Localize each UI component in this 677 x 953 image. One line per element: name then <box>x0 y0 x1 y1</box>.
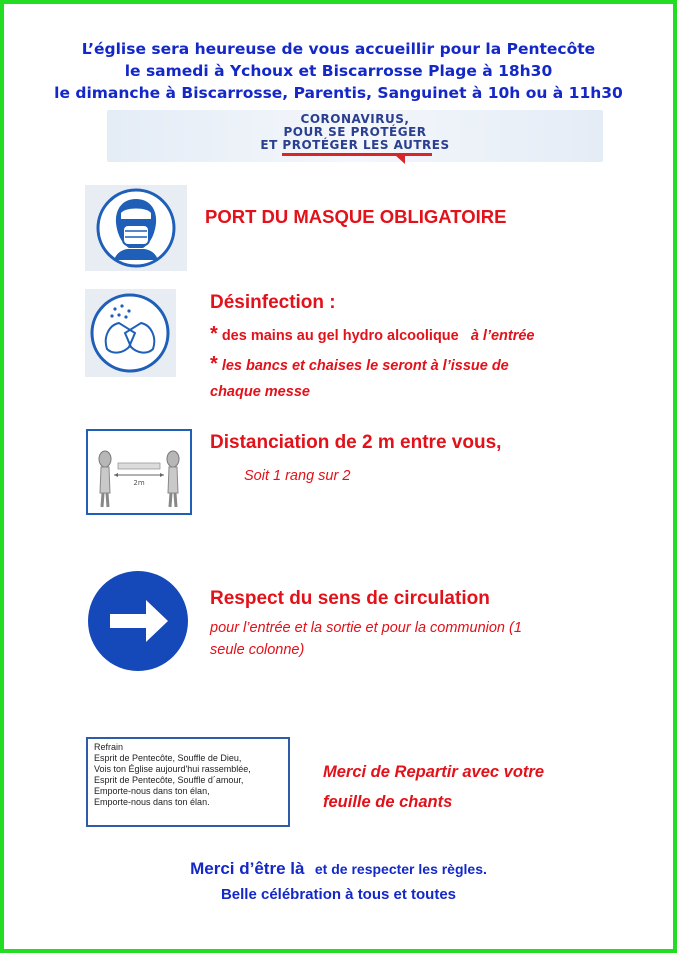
song-line: Esprit de Pentecôte, Souffle de Dieu, <box>94 753 242 763</box>
distance-title: Distanciation de 2 m entre vous, <box>210 432 502 453</box>
circulation-icon-panel <box>84 567 192 675</box>
hand-washing-icon <box>85 289 176 377</box>
footer-thanks-big: Merci d’être là <box>190 859 305 878</box>
song-line: Esprit de Pentecôte, Souffle d´amour, <box>94 775 244 785</box>
footer-celebration: Belle célébration à tous et toutes <box>220 886 457 903</box>
bullet-star: * <box>210 323 218 345</box>
header-line-1: L’église sera heureuse de vous accueillir pour la Pentecôte <box>81 40 596 58</box>
disinfection-item-1 <box>210 322 535 348</box>
song-line: Vois ton Église aujourd'hui rassemblée, <box>94 764 251 774</box>
circulation-line-2: seule colonne) <box>210 642 305 658</box>
song-sheet-excerpt <box>86 737 290 827</box>
face-mask-icon <box>85 185 187 271</box>
banner-underline <box>282 153 432 156</box>
coronavirus-banner <box>107 110 603 162</box>
banner-line-3: ET PROTÉGER LES AUTRES <box>260 138 450 152</box>
disinfection-item-1-suffix: à l’entrée <box>470 328 535 344</box>
footer-thanks-small: et de respecter les règles. <box>314 861 487 877</box>
direction-arrow-icon <box>84 567 192 675</box>
distance-subtitle: Soit 1 rang sur 2 <box>244 468 351 484</box>
banner-pointer <box>395 155 405 164</box>
distance-label: 2m <box>133 479 145 487</box>
circulation-title: Respect du sens de circulation <box>210 588 490 609</box>
disinfection-item-2-text: les bancs et chaises le seront à l’issue de <box>221 358 509 374</box>
disinfection-item-2-cont: chaque messe <box>210 384 310 400</box>
disinfection-item-1-text: des mains au gel hydro alcoolique <box>221 328 459 344</box>
header-line-3: le dimanche à Biscarrosse, Parentis, Sanguinet à 10h ou à 11h30 <box>54 84 623 102</box>
song-line: Refrain <box>94 742 124 752</box>
mask-icon-panel <box>85 185 187 271</box>
song-line: Emporte-nous dans ton élan. <box>94 797 210 807</box>
circulation-line-1: pour l’entrée et la sortie et pour la communion (1 <box>210 620 522 636</box>
sanitizer-icon-panel <box>85 289 176 377</box>
footer-thanks <box>0 859 677 879</box>
banner-line-2: POUR SE PROTÉGER <box>283 125 427 139</box>
song-line: Emporte-nous dans ton élan, <box>94 786 210 796</box>
disinfection-title: Désinfection : <box>210 292 336 313</box>
mask-title: PORT DU MASQUE OBLIGATOIRE <box>205 206 507 227</box>
distance-icon-panel <box>86 429 192 515</box>
song-message-line-1: Merci de Repartir avec votre <box>323 763 545 781</box>
bullet-star: * <box>210 353 218 375</box>
banner-line-1: CORONAVIRUS, <box>300 112 410 126</box>
header-line-2: le samedi à Ychoux et Biscarrosse Plage à 18h30 <box>124 62 553 80</box>
song-message-line-2: feuille de chants <box>323 793 453 811</box>
disinfection-item-2 <box>210 352 509 378</box>
social-distance-icon <box>88 431 190 513</box>
header <box>0 38 677 104</box>
